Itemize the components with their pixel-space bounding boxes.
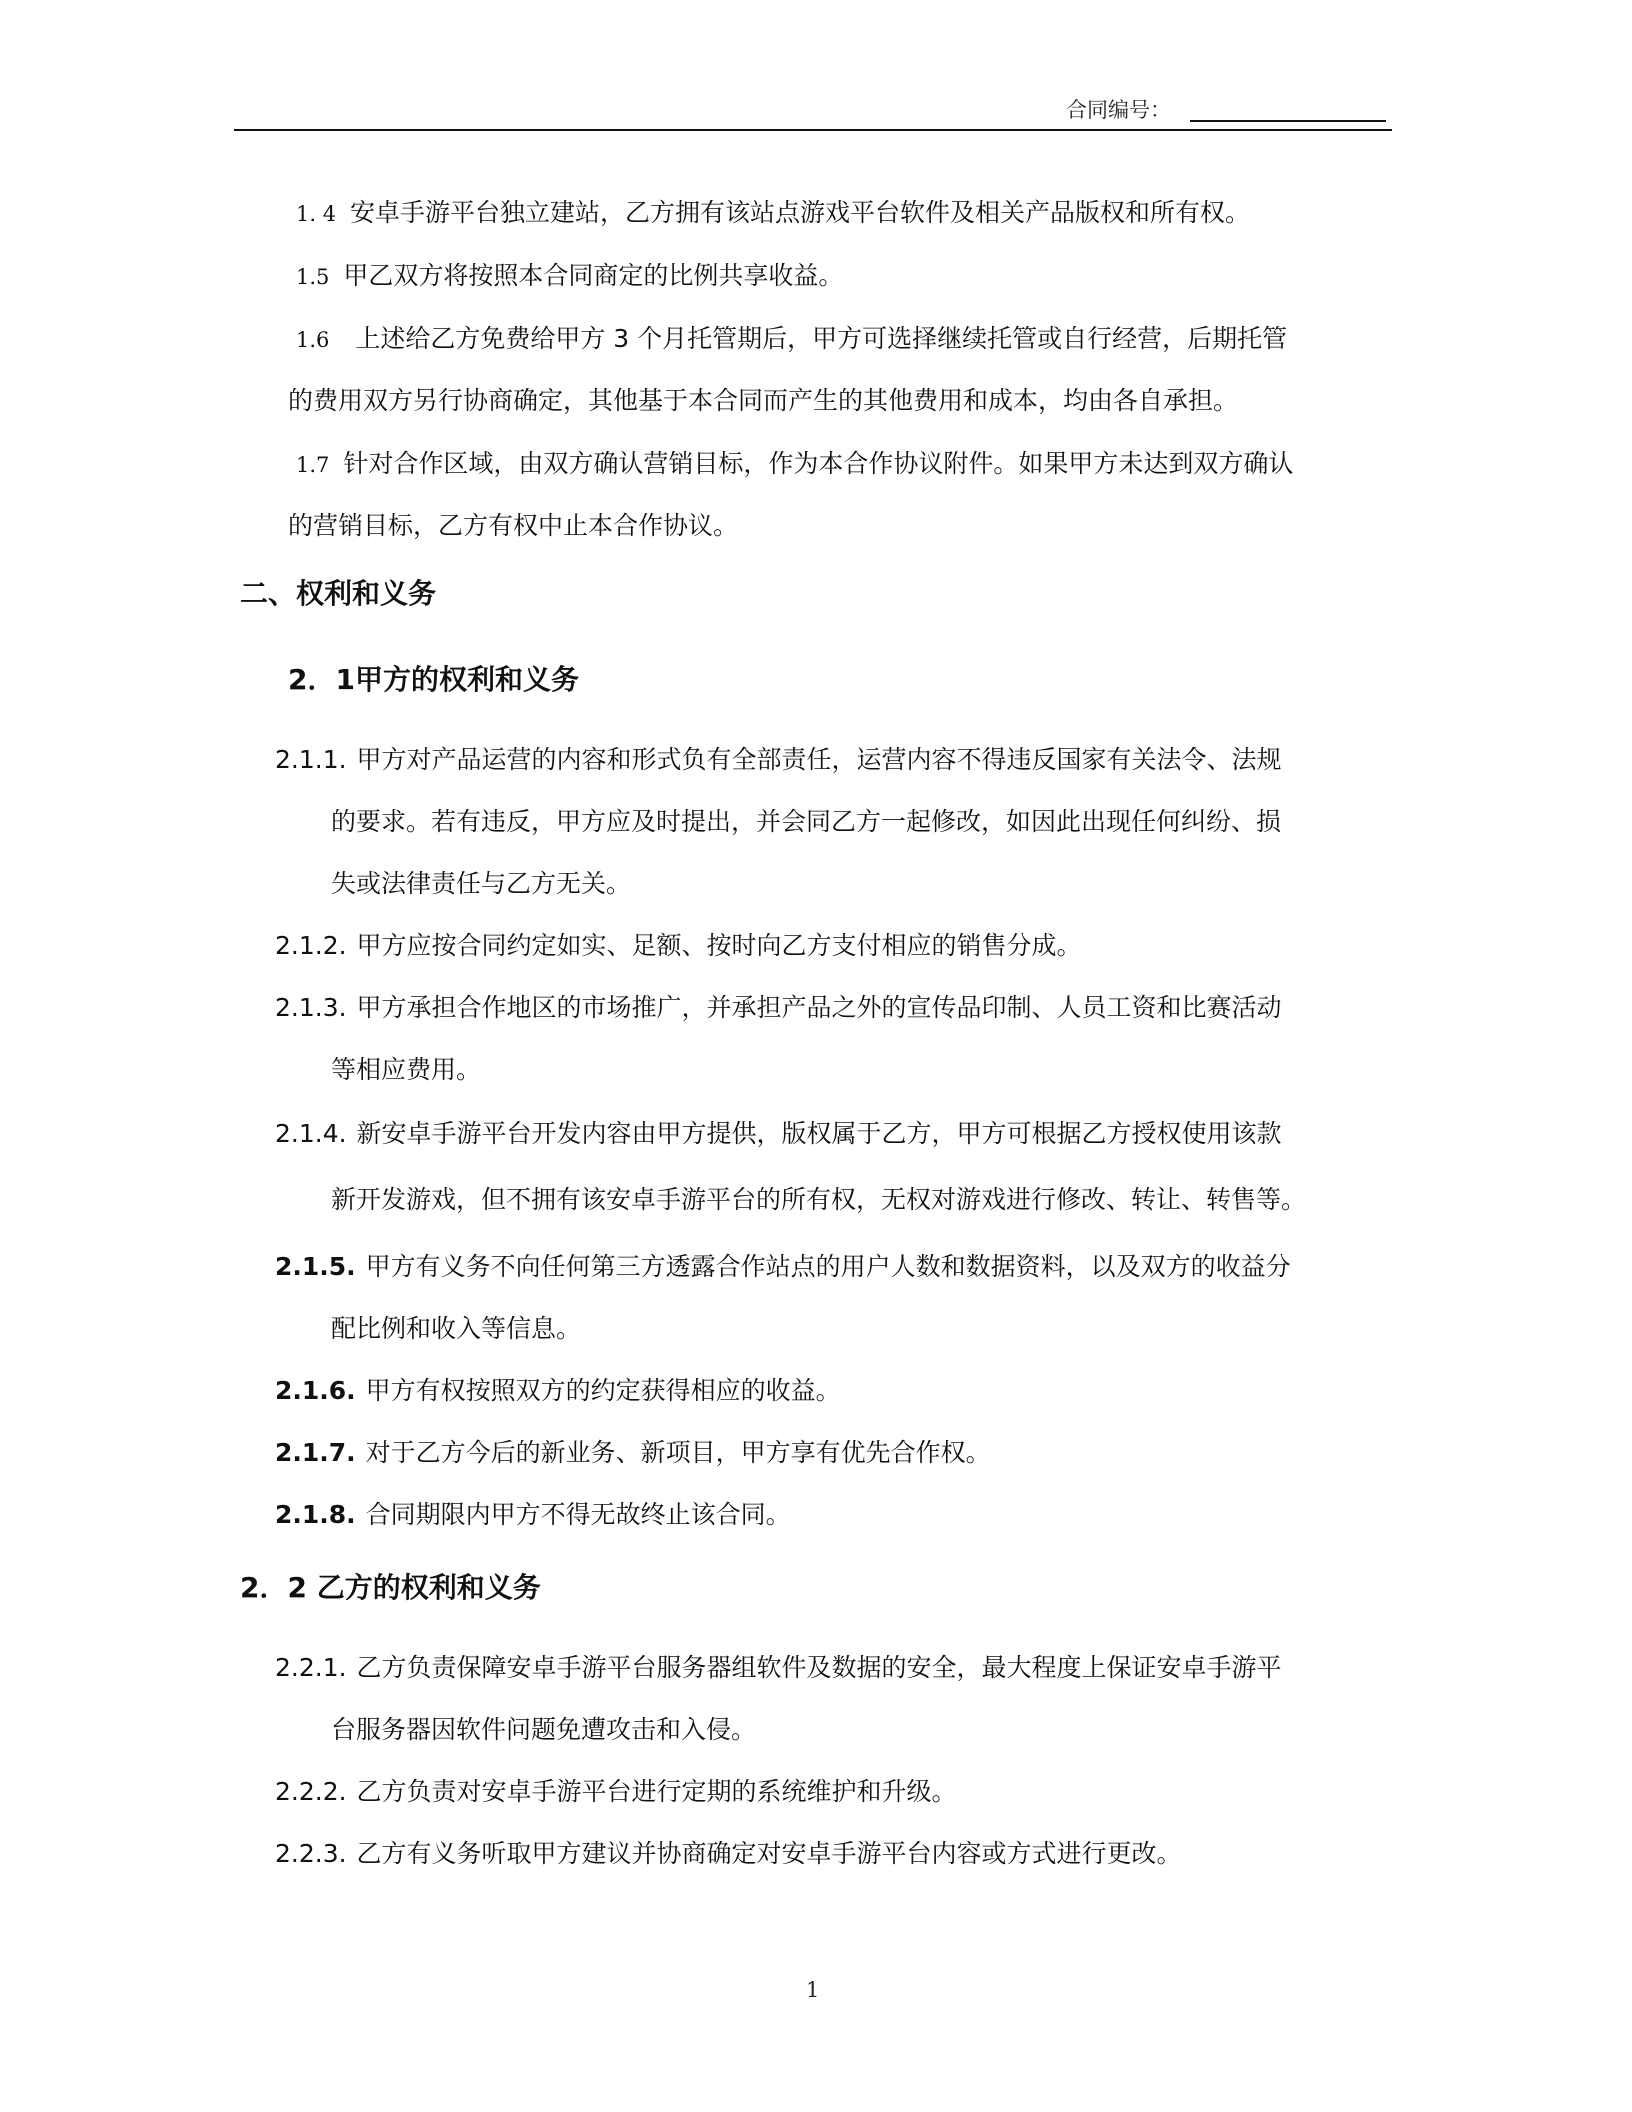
item-2-1-5-cont (331, 1311, 581, 1347)
clause-number: 1. 4 (296, 202, 337, 226)
clause-number: 1.5 (296, 265, 330, 289)
section-2-heading: 二、权利和义务 (240, 577, 437, 610)
item-text: 乙方负责对安卓手游平台进行定期的系统维护和升级。 (356, 1777, 957, 1806)
item-2-1-1-cont (331, 866, 631, 902)
item-2-1-6 (275, 1373, 841, 1409)
subsection-2-1-heading: 2．1甲方的权利和义务 (288, 663, 579, 696)
clause-1-7-cont (288, 508, 738, 544)
item-2-2-3 (275, 1836, 1182, 1872)
item-2-1-8 (275, 1497, 791, 1533)
clause-number: 1.7 (296, 453, 330, 477)
item-text: 甲方对产品运营的内容和形式负有全部责任，运营内容不得违反国家有关法令、法规 (356, 745, 1282, 774)
item-text: 甲方承担合作地区的市场推广，并承担产品之外的宣传品印制、人员工资和比赛活动 (356, 993, 1282, 1022)
clause-number: 1.6 (296, 328, 330, 352)
clause-1-6 (296, 321, 1287, 358)
item-2-1-3-cont (331, 1052, 481, 1088)
item-2-1-7 (275, 1435, 991, 1471)
item-number: 2.1.5. (275, 1252, 356, 1281)
item-text: 新安卓手游平台开发内容由甲方提供，版权属于乙方，甲方可根据乙方授权使用该款 (356, 1119, 1282, 1148)
item-number: 2.1.4. (275, 1119, 347, 1148)
item-text: 等相应费用。 (331, 1055, 482, 1084)
item-2-2-1 (275, 1650, 1282, 1686)
item-text: 失或法律责任与乙方无关。 (331, 869, 632, 898)
item-2-2-1-cont (331, 1712, 756, 1748)
item-number: 2.1.2. (275, 931, 347, 960)
item-text: 合同期限内甲方不得无故终止该合同。 (365, 1500, 791, 1529)
item-number: 2.1.8. (275, 1500, 356, 1529)
page-number: 1 (806, 1978, 820, 2002)
contract-number-label: 合同编号： (1066, 98, 1171, 122)
item-text: 对于乙方今后的新业务、新项目，甲方享有优先合作权。 (365, 1438, 991, 1467)
item-2-1-2 (275, 928, 1082, 964)
item-number: 2.1.3. (275, 993, 347, 1022)
clause-1-5 (296, 258, 843, 295)
item-number: 2.1.6. (275, 1376, 356, 1405)
item-text: 甲方应按合同约定如实、足额、按时向乙方支付相应的销售分成。 (356, 931, 1082, 960)
item-number: 2.2.2. (275, 1777, 347, 1806)
item-2-1-4-cont (331, 1182, 1306, 1218)
item-text: 甲方有权按照双方的约定获得相应的收益。 (365, 1376, 841, 1405)
subsection-2-2-heading: 2．2 乙方的权利和义务 (240, 1571, 541, 1604)
item-2-1-3 (275, 990, 1282, 1026)
clause-text: 上述给乙方免费给甲方 3 个月托管期后，甲方可选择继续托管或自行经营，后期托管 (355, 324, 1288, 353)
item-text: 甲方有义务不向任何第三方透露合作站点的用户人数和数据资料，以及双方的收益分 (365, 1252, 1291, 1281)
item-text: 乙方负责保障安卓手游平台服务器组软件及数据的安全，最大程度上保证安卓手游平 (356, 1653, 1282, 1682)
item-text: 乙方有义务听取甲方建议并协商确定对安卓手游平台内容或方式进行更改。 (356, 1839, 1182, 1868)
clause-1-7 (296, 446, 1293, 483)
clause-text: 甲乙双方将按照本合同商定的比例共享收益。 (343, 261, 844, 290)
item-number: 2.2.1. (275, 1653, 347, 1682)
item-text: 配比例和收入等信息。 (331, 1314, 582, 1343)
clause-text: 安卓手游平台独立建站，乙方拥有该站点游戏平台软件及相关产品版权和所有权。 (350, 198, 1251, 227)
item-number: 2.1.1. (275, 745, 347, 774)
item-2-2-2 (275, 1774, 957, 1810)
item-text: 的要求。若有违反，甲方应及时提出，并会同乙方一起修改，如因此出现任何纠纷、损 (331, 807, 1282, 836)
item-2-1-1-cont (331, 804, 1281, 840)
clause-1-4 (296, 195, 1250, 232)
item-number: 2.2.3. (275, 1839, 347, 1868)
clause-text: 的费用双方另行协商确定，其他基于本合同而产生的其他费用和成本，均由各自承担。 (288, 386, 1239, 415)
item-2-1-5 (275, 1249, 1291, 1285)
item-text: 新开发游戏，但不拥有该安卓手游平台的所有权，无权对游戏进行修改、转让、转售等。 (331, 1185, 1307, 1214)
clause-text: 针对合作区域，由双方确认营销目标，作为本合作协议附件。如果甲方未达到双方确认 (343, 449, 1294, 478)
clause-1-6-cont (288, 383, 1238, 419)
item-2-1-4 (275, 1116, 1282, 1152)
item-text: 台服务器因软件问题免遭攻击和入侵。 (331, 1715, 757, 1744)
header-rule (234, 129, 1392, 131)
item-number: 2.1.7. (275, 1438, 356, 1467)
item-2-1-1 (275, 742, 1282, 778)
clause-text: 的营销目标，乙方有权中止本合作协议。 (288, 511, 739, 540)
contract-number-blank-line (1190, 120, 1386, 122)
